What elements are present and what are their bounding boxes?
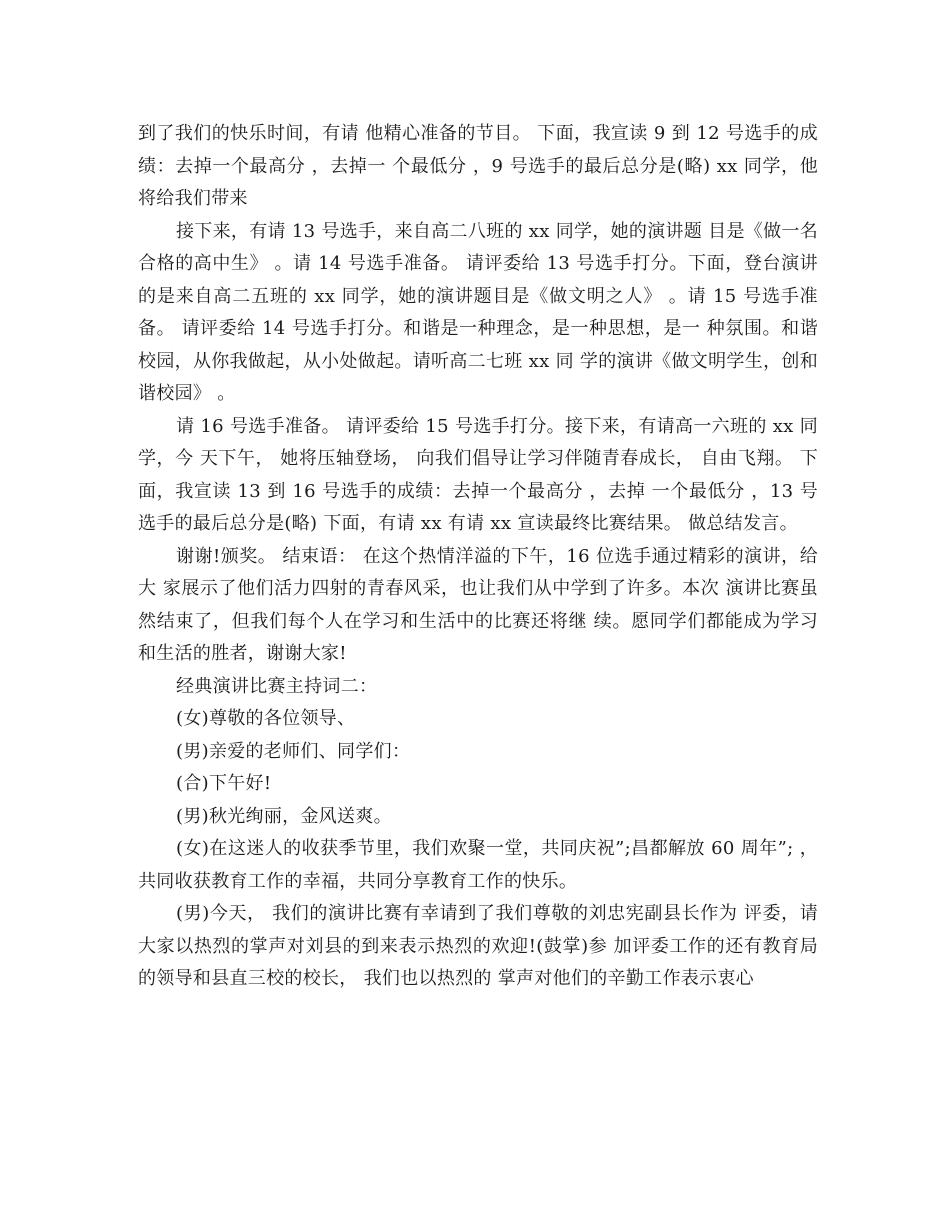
dialogue-line: (男)亲爱的老师们、同学们： <box>176 740 411 762</box>
document-body <box>138 118 818 996</box>
paragraph-1: 到了我们的快乐时间，有请 他精心准备的节目。 下面，我宣读 9 到 12 号选手的成绩：去掉一个最高分 ，去掉一 个最低分 ，9 号选手的最后总分是(略) xx 同学，他将给我们带来 <box>138 123 818 209</box>
dialogue-line: (合)下午好! <box>176 773 272 794</box>
paragraph-2: 接下来，有请 13 号选手，来自高二八班的 xx 同学，她的演讲题 目是《做一名合格的高中生》 。请 14 号选手准备。 请评委给 13 号选手打分。下面，登台演讲的是来自高二五班的 xx 同学，她的演讲题目是《做文明之人》 。请 15 号选手准备。 请评委给 14 号选手打分。和谐是一种理念，是一种思想，是一 种氛围。和谐校园，从你我做起，从小处做起。请听高二七班 xx 同 学的演讲《做文明学生，创和谐校园》 。 <box>138 220 818 404</box>
paragraph-3: 请 16 号选手准备。 请评委给 15 号选手打分。接下来，有请高一六班的 xx 同学，今 天下午， 她将压轴登场， 向我们倡导让学习伴随青春成长， 自由飞翔。 下面，我宣读 13 到 16 号选手的成绩：去掉一个最高分 ，去掉 一个最低分 ，13 号选手的最后总分是(略) 下面，有请 xx 有请 xx 宣读最终比赛结果。 做总结发言。 <box>138 415 818 534</box>
dialogue-line: (男)今天， 我们的演讲比赛有幸请到了我们尊敬的刘忠宪副县长作为 评委，请大家以热烈的掌声对刘县的到来表示热烈的欢迎!(鼓掌)参 加评委工作的还有教育局的领导和县直三校的校长， 我们也以热烈的 掌声对他们的辛勤工作表示衷心 <box>138 903 818 989</box>
dialogue-line: (男)秋光绚丽，金风送爽。 <box>176 805 392 827</box>
dialogue-line: (女)在这迷人的收获季节里，我们欢聚一堂，共同庆祝”;昌都解放 60 周年”; ，共同收获教育工作的幸福，共同分享教育工作的快乐。 <box>138 838 818 892</box>
paragraph-4: 谢谢!颁奖。 结束语： 在这个热情洋溢的下午，16 位选手通过精彩的演讲，给大 家展示了他们活力四射的青春风采，也让我们从中学到了许多。本次 演讲比赛虽然结束了，但我们每个人在学习和生活中的比赛还将继 续。愿同学们都能成为学习和生活的胜者，谢谢大家! <box>138 545 818 664</box>
section-heading: 经典演讲比赛主持词二： <box>176 675 378 697</box>
dialogue-line: (女)尊敬的各位领导、 <box>176 708 356 729</box>
